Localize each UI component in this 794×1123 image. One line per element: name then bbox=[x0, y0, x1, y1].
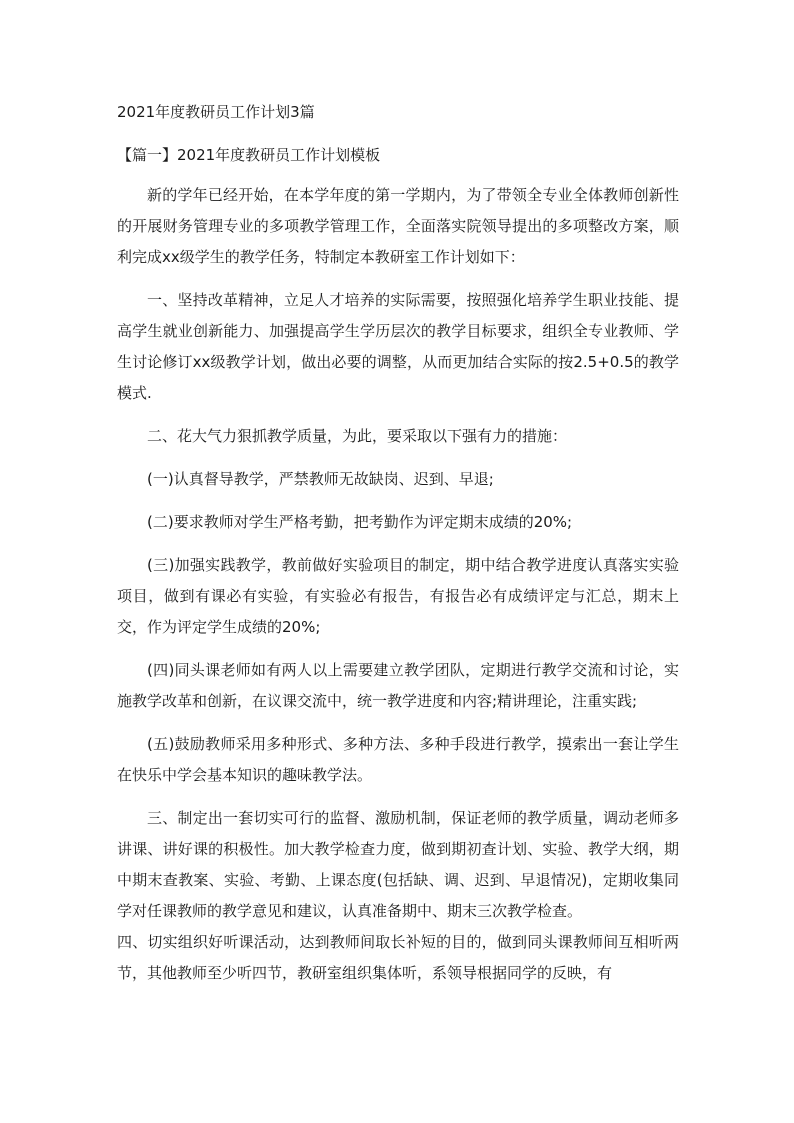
paragraph-intro: 新的学年已经开始，在本学年度的第一学期内，为了带领全专业全体教师创新性的开展财务管理专业的多项教学管理工作，全面落实院领导提出的多项整改方案，顺利完成xx级学生的教学任务，特制定本教研室工作计划如下： bbox=[117, 186, 679, 266]
paragraph-item-3: 三、制定出一套切实可行的监督、激励机制，保证老师的教学质量，调动老师多讲课、讲好课的积极性。加大教学检查力度，做到期初查计划、实验、教学大纲，期中期末查教案、实验、考勤、上课态度(包括缺、调、迟到、早退情况)，定期收集同学对任课教师的教学意见和建议，认真准备期中、期末三次教学检查。 bbox=[117, 809, 679, 920]
paragraph-item-1: 一、坚持改革精神，立足人才培养的实际需要，按照强化培养学生职业技能、提高学生就业创新能力、加强提高学生学历层次的教学目标要求，组织全专业教师、学生讨论修订xx级教学计划，做出必要的调整，从而更加结合实际的按2.5+0.5的教学模式. bbox=[117, 291, 679, 402]
document-body bbox=[117, 180, 679, 1001]
paragraph-measure-3: (三)加强实践教学，教前做好实验项目的制定，期中结合教学进度认真落实实验项目，做到有课必有实验，有实验必有报告，有报告必有成绩评定与汇总，期末上交，作为评定学生成绩的20%; bbox=[117, 556, 679, 636]
paragraph-item-4: 四、切实组织好听课活动，达到教师间取长补短的目的，做到同头课教师间互相听两节，其他教师至少听四节，教研室组织集体听，系领导根据同学的反映，有 bbox=[117, 933, 679, 982]
section-heading: 【篇一】2021年度教研员工作计划模板 bbox=[117, 146, 381, 164]
document-title: 2021年度教研员工作计划3篇 bbox=[117, 103, 315, 121]
paragraph-measure-1: (一)认真督导教学，严禁教师无故缺岗、迟到、早退; bbox=[147, 470, 494, 488]
paragraph-measure-5: (五)鼓励教师采用多种形式、多种方法、多种手段进行教学，摸索出一套让学生在快乐中学会基本知识的趣味教学法。 bbox=[117, 735, 679, 784]
paragraph-measure-4: (四)同头课老师如有两人以上需要建立教学团队，定期进行教学交流和讨论，实施教学改革和创新，在议课交流中，统一教学进度和内容;精讲理论，注重实践; bbox=[117, 661, 679, 710]
paragraph-item-2: 二、花大气力狠抓教学质量，为此，要采取以下强有力的措施： bbox=[147, 427, 568, 445]
paragraph-measure-2: (二)要求教师对学生严格考勤，把考勤作为评定期末成绩的20%; bbox=[147, 513, 573, 531]
